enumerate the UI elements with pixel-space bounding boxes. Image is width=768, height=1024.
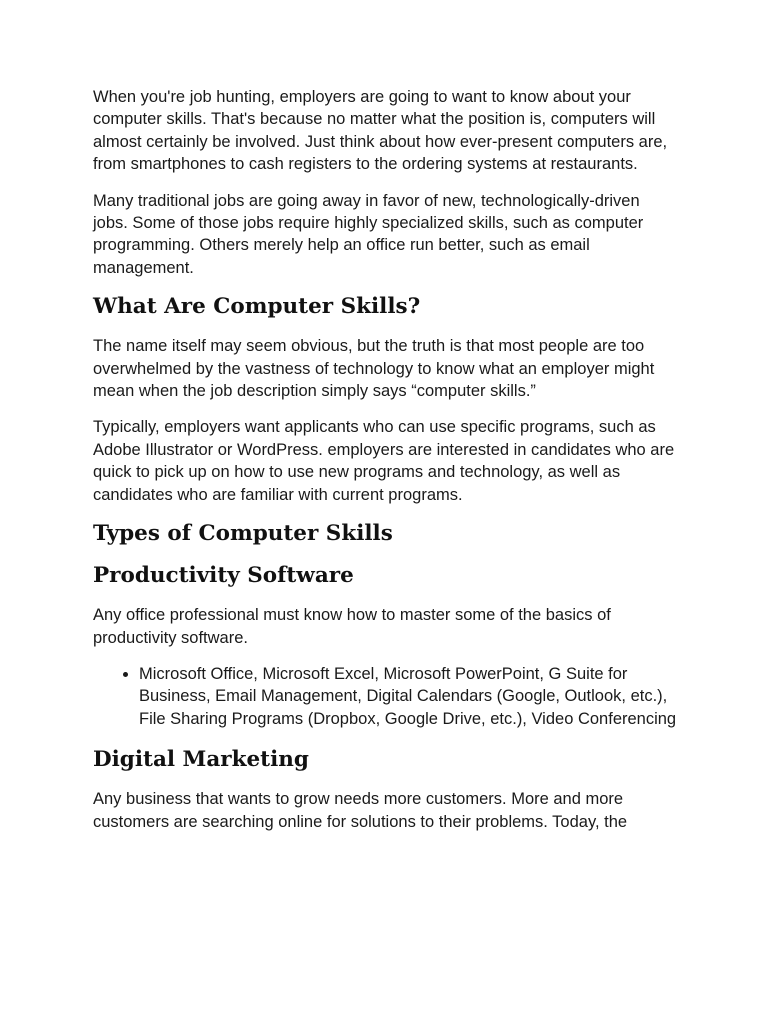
what-paragraph-2: Typically, employers want applicants who can use specific programs, such as Adobe Illustrator or WordPress. employers are interested in candidates who are quick to pick up on how to use new programs and technology, as well as candidates who are familiar with current programs.: [93, 418, 675, 504]
list-item: • Microsoft Office, Microsoft Excel, Microsoft PowerPoint, G Suite for Business, Email Management, Digital Calendars (Google, Outlook, etc.), File Sharing Programs (Dropbox, Google Drive, etc.), Video Conferencing: [139, 663, 677, 730]
heading-what-are-computer-skills: What Are Computer Skills?: [93, 294, 421, 320]
intro-paragraph-1: When you're job hunting, employers are going to want to know about your computer skills. That's because no matter what the position is, computers will almost certainly be involved. Just think about how ever-present computers are, from smartphones to cash registers to the ordering systems at restaurants.: [93, 88, 668, 174]
what-paragraph-1: The name itself may seem obvious, but the truth is that most people are too overwhelmed by the vastness of technology to know what an employer might mean when the job description simply says “computer skills.”: [93, 337, 655, 401]
intro-paragraph-2: Many traditional jobs are going away in favor of new, technologically-driven jobs. Some of those jobs require highly specialized skills, such as computer programming. Others merely help an office run better, such as email management.: [93, 191, 644, 277]
productivity-paragraph: Any office professional must know how to master some of the basics of productivity software.: [93, 606, 611, 647]
heading-productivity-software: Productivity Software: [93, 563, 354, 589]
productivity-list: [93, 663, 677, 730]
heading-types-of-computer-skills: Types of Computer Skills: [93, 521, 393, 547]
marketing-paragraph: Any business that wants to grow needs more customers. More and more customers are searching online for solutions to their problems. Today, the: [93, 790, 628, 831]
document-page: [93, 86, 677, 847]
heading-digital-marketing: Digital Marketing: [93, 747, 309, 773]
